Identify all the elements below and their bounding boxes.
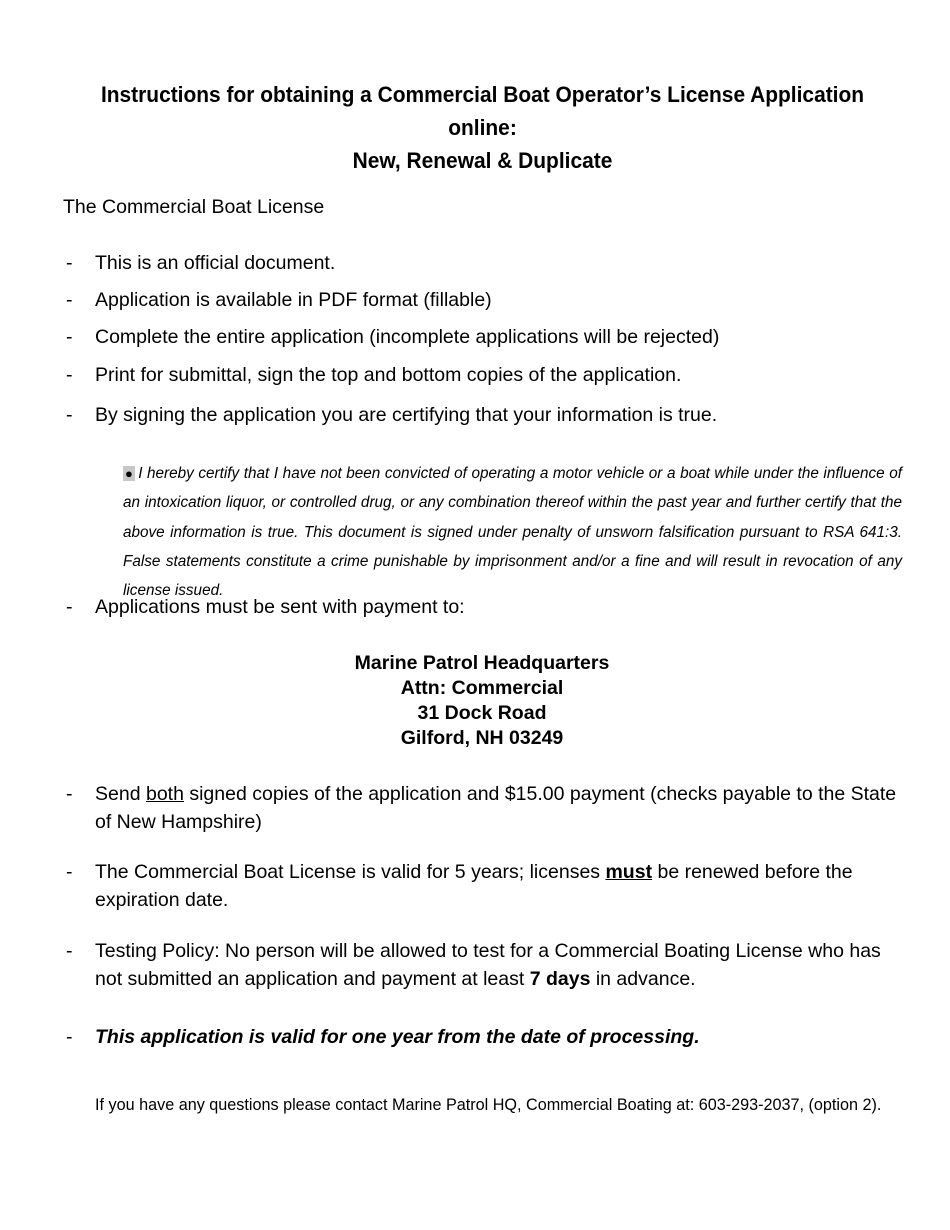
- dash-marker: -: [66, 783, 73, 805]
- dash-marker: -: [66, 252, 73, 274]
- list-item: [66, 323, 906, 351]
- send-instructions: Send both signed copies of the application and $15.00 payment (checks payable to the State of New Hampshire): [95, 783, 897, 833]
- page-title: [71, 78, 894, 177]
- validity-statement: The Commercial Boat License is valid for 5 years; licenses must be renewed before the expiration date.: [95, 861, 853, 911]
- title-line-2: New, Renewal & Duplicate: [352, 148, 613, 173]
- certification-text: I hereby certify that I have not been convicted of operating a motor vehicle or a boat while under the influence of an intoxication liquor, or controlled drug, or any combination thereof within the past year and further certify that the above information is true. This document is signed under penalty of unsworn falsification pursuant to RSA 641:3. False statements constitute a crime punishable by imprisonment and/or a fine and will result in revocation of any license issued.: [123, 465, 902, 600]
- list-item-text: Complete the entire application (incomplete applications will be rejected): [95, 326, 720, 348]
- certification-statement: [123, 459, 902, 605]
- list-item: [66, 858, 906, 914]
- testing-policy: Testing Policy: No person will be allowed to test for a Commercial Boating License who has not submitted an application and payment at least 7 days in advance.: [95, 940, 881, 990]
- underlined-both: both: [145, 783, 184, 805]
- intro-heading: The Commercial Boat License: [63, 196, 325, 218]
- list-item: [66, 937, 906, 993]
- payment-intro: Applications must be sent with payment to:: [95, 596, 465, 618]
- title-line-1: Instructions for obtaining a Commercial Boat Operator’s License Application online:: [100, 82, 865, 140]
- list-item-text: By signing the application you are certifying that your information is true.: [95, 404, 718, 426]
- valid-year-statement: This application is valid for one year from the date of processing.: [95, 1026, 700, 1048]
- list-item-text: Print for submittal, sign the top and bottom copies of the application.: [95, 364, 682, 386]
- list-item: [66, 1023, 906, 1051]
- dash-marker: -: [66, 289, 73, 311]
- list-item: [66, 401, 906, 429]
- dash-marker: -: [66, 1026, 73, 1048]
- list-item: [66, 249, 906, 277]
- dash-marker: -: [66, 364, 73, 386]
- address-line-4: Gilford, NH 03249: [400, 727, 564, 749]
- mailing-address: [0, 651, 950, 751]
- dash-marker: -: [66, 596, 73, 618]
- address-line-3: 31 Dock Road: [417, 702, 547, 724]
- dash-marker: -: [66, 404, 73, 426]
- list-item: [66, 780, 906, 836]
- emphasis-must: must: [605, 861, 653, 883]
- list-item: [66, 593, 906, 621]
- list-item-text: This is an official document.: [95, 252, 336, 274]
- dash-marker: -: [66, 861, 73, 883]
- bullet-icon: ●: [125, 466, 134, 481]
- contact-info: If you have any questions please contact Marine Patrol HQ, Commercial Boating at: 603-293-2037, (option 2).: [95, 1096, 882, 1114]
- list-item: [66, 286, 906, 314]
- dash-marker: -: [66, 326, 73, 348]
- list-item: [66, 361, 906, 389]
- emphasis-7-days: 7 days: [529, 968, 591, 990]
- list-item-text: Application is available in PDF format (fillable): [95, 289, 492, 311]
- dash-marker: -: [66, 940, 73, 962]
- address-line-2: Attn: Commercial: [400, 677, 564, 699]
- address-line-1: Marine Patrol Headquarters: [354, 652, 610, 674]
